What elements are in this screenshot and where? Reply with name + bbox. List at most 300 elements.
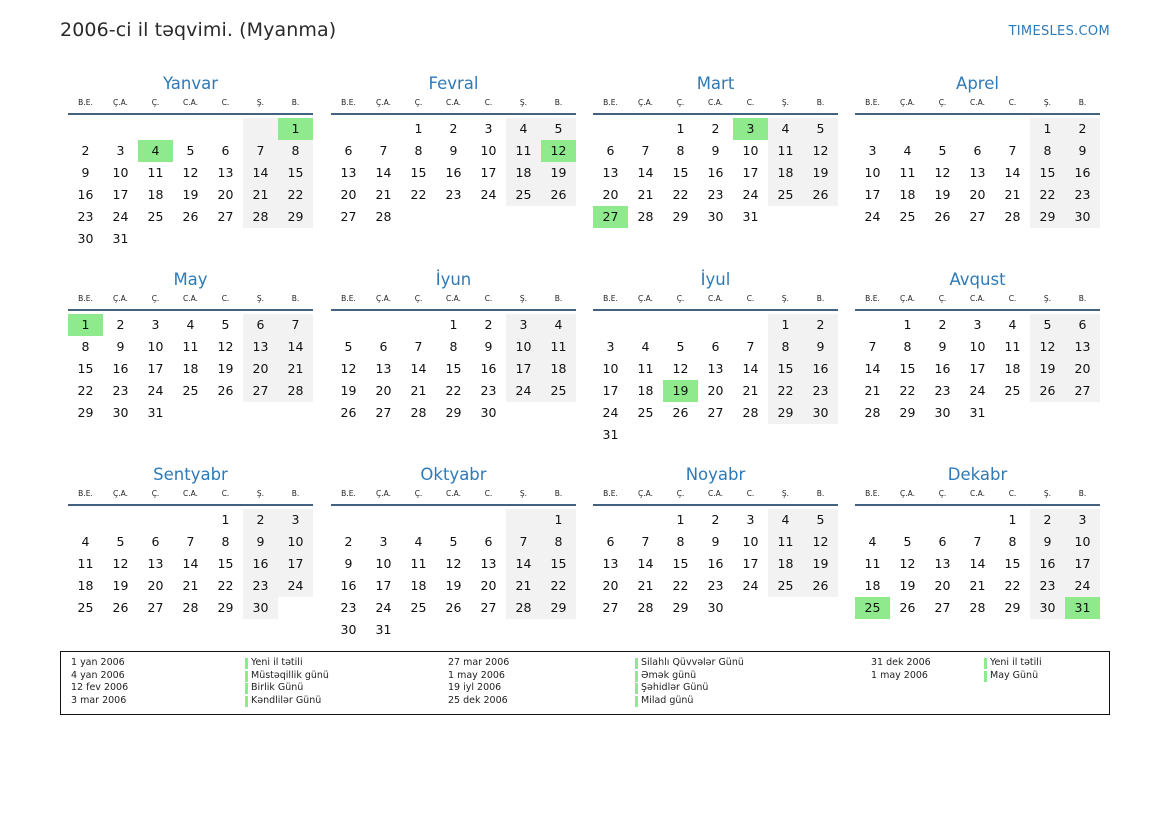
day-grid: [68, 118, 313, 250]
day-cell: 9: [344, 556, 353, 571]
weekday-label: Ç.: [414, 98, 423, 107]
day-cell: 7: [868, 339, 877, 354]
day-cell: 4: [768, 118, 803, 140]
day-cell: 16: [445, 165, 462, 180]
weekday-label: C.: [221, 98, 230, 107]
day-cell: 16: [340, 578, 357, 593]
weekday-label: B.: [291, 489, 300, 498]
weekday-label: B.E.: [603, 98, 618, 107]
day-cell: 27: [934, 600, 951, 615]
day-cell: 19: [445, 578, 462, 593]
day-cell: 9: [449, 143, 458, 158]
empty-cell: [593, 314, 628, 336]
day-cell: 2: [484, 317, 493, 332]
brand-link[interactable]: TIMESLES.COM: [1008, 24, 1110, 39]
day-cell: 5: [344, 339, 353, 354]
day-cell: 19: [899, 578, 916, 593]
day-cell: 6: [344, 143, 353, 158]
day-cell: 23: [243, 575, 278, 597]
day-cell: 7: [973, 534, 982, 549]
day-cell: 7: [414, 339, 423, 354]
day-grid: [593, 118, 838, 228]
day-cell: 23: [934, 383, 951, 398]
weekday-label: Ç.: [414, 294, 423, 303]
day-cell: 2: [1065, 118, 1100, 140]
day-cell: 10: [506, 336, 541, 358]
day-cell: 6: [1065, 314, 1100, 336]
weekday-label: C.A.: [969, 489, 985, 498]
day-cell: 28: [637, 209, 654, 224]
empty-cell: [855, 118, 890, 140]
day-cell: 9: [81, 165, 90, 180]
empty-cell: [208, 118, 243, 140]
day-cell: 19: [1030, 358, 1065, 380]
empty-cell: [471, 509, 506, 531]
day-grid: [331, 118, 576, 228]
day-cell: 8: [1030, 140, 1065, 162]
day-cell: 7: [186, 534, 195, 549]
empty-cell: [173, 118, 208, 140]
day-cell: 6: [221, 143, 230, 158]
day-cell: 23: [112, 383, 129, 398]
day-cell: 12: [340, 361, 357, 376]
day-cell: 24: [969, 383, 986, 398]
weekday-label: B.: [1078, 489, 1087, 498]
day-cell: 16: [243, 553, 278, 575]
weekday-label: B.: [291, 294, 300, 303]
weekday-label: Ç.: [414, 489, 423, 498]
weekday-label: Ç.A.: [375, 294, 391, 303]
day-cell: 20: [243, 358, 278, 380]
empty-cell: [331, 118, 366, 140]
day-cell: 23: [1065, 184, 1100, 206]
day-cell: 15: [672, 556, 689, 571]
weekday-label: Ç.A.: [375, 98, 391, 107]
empty-cell: [925, 509, 960, 531]
day-cell: 18: [1004, 361, 1021, 376]
empty-cell: [436, 206, 471, 228]
day-cell: 16: [112, 361, 129, 376]
day-cell: 3: [506, 314, 541, 336]
day-cell: 5: [186, 143, 195, 158]
day-cell: 21: [375, 187, 392, 202]
legend-holiday-name: Milad günü: [635, 695, 693, 708]
day-cell: 19: [934, 187, 951, 202]
weekday-label: Ç.: [676, 294, 685, 303]
day-cell: 29: [541, 597, 576, 619]
day-cell: 8: [768, 336, 803, 358]
day-cell: 31: [112, 231, 129, 246]
day-cell: 1: [68, 314, 103, 336]
day-cell: 19: [217, 361, 234, 376]
weekday-label: C.: [484, 489, 493, 498]
day-cell: 11: [77, 556, 94, 571]
empty-cell: [401, 509, 436, 531]
day-grid: [68, 509, 313, 619]
day-cell: 12: [217, 339, 234, 354]
empty-cell: [698, 424, 733, 446]
day-cell: 14: [410, 361, 427, 376]
page-title: 2006-ci il təqvimi. (Myanma): [60, 19, 337, 41]
empty-cell: [436, 509, 471, 531]
legend-date: 3 mar 2006: [71, 694, 127, 706]
month-9: [331, 464, 576, 641]
legend-date: 27 mar 2006: [448, 657, 510, 668]
month-10: [593, 464, 838, 619]
weekday-label: B.E.: [603, 294, 618, 303]
month-name: Avqust: [949, 270, 1006, 289]
empty-cell: [768, 424, 803, 446]
day-cell: 10: [742, 143, 759, 158]
day-cell: 17: [480, 165, 497, 180]
weekday-label: C.A.: [707, 489, 723, 498]
empty-cell: [995, 402, 1030, 424]
day-cell: 22: [768, 380, 803, 402]
weekday-label: Ç.: [938, 489, 947, 498]
empty-cell: [366, 118, 401, 140]
day-cell: 12: [182, 165, 199, 180]
day-cell: 7: [379, 143, 388, 158]
day-cell: 26: [934, 209, 951, 224]
empty-cell: [733, 597, 768, 619]
day-cell: 9: [803, 336, 838, 358]
day-cell: 22: [410, 187, 427, 202]
day-cell: 2: [711, 121, 720, 136]
month-1: [331, 73, 576, 228]
day-cell: 10: [480, 143, 497, 158]
empty-cell: [506, 402, 541, 424]
weekday-label: Ç.A.: [375, 489, 391, 498]
day-cell: 7: [243, 140, 278, 162]
day-cell: 21: [506, 575, 541, 597]
day-cell: 7: [278, 314, 313, 336]
day-cell: 26: [445, 600, 462, 615]
weekday-label: B.E.: [78, 294, 93, 303]
empty-cell: [243, 118, 278, 140]
day-cell: 28: [375, 209, 392, 224]
day-cell: 27: [340, 209, 357, 224]
day-cell: 23: [1030, 575, 1065, 597]
month-0: [68, 73, 313, 250]
legend-holiday-name: Əmək günü: [635, 670, 696, 683]
weekday-label: C.: [221, 294, 230, 303]
day-cell: 28: [637, 600, 654, 615]
day-cell: 25: [410, 600, 427, 615]
day-cell: 12: [672, 361, 689, 376]
day-grid: [331, 509, 576, 641]
month-name: İyun: [435, 270, 472, 289]
day-cell: 10: [375, 556, 392, 571]
weekday-label: C.: [1008, 98, 1017, 107]
day-cell: 18: [768, 162, 803, 184]
day-cell: 1: [541, 509, 576, 531]
day-cell: 2: [1030, 509, 1065, 531]
day-cell: 24: [506, 380, 541, 402]
day-cell: 9: [938, 339, 947, 354]
weekday-label: B.: [291, 98, 300, 107]
legend-date: 12 fev 2006: [71, 682, 129, 694]
day-cell: 17: [742, 165, 759, 180]
day-cell: 1: [278, 118, 313, 140]
month-name: Yanvar: [162, 74, 219, 93]
month-name: Sentyabr: [153, 465, 228, 484]
weekday-header: [593, 292, 838, 311]
weekday-label: C.: [1008, 489, 1017, 498]
day-cell: 19: [112, 578, 129, 593]
empty-cell: [173, 402, 208, 424]
empty-cell: [960, 118, 995, 140]
day-cell: 14: [375, 165, 392, 180]
legend-date: 1 yan 2006: [71, 657, 125, 668]
day-cell: 5: [541, 118, 576, 140]
weekday-label: C.A.: [182, 489, 198, 498]
legend-date: 31 dek 2006: [871, 657, 931, 668]
day-cell: 4: [414, 534, 423, 549]
empty-cell: [243, 228, 278, 250]
day-cell: 2: [449, 121, 458, 136]
legend-date: 25 dek 2006: [448, 694, 508, 706]
day-cell: 25: [77, 600, 94, 615]
legend-holiday-name: Silahlı Qüvvələr Günü: [635, 657, 744, 670]
weekday-label: C.A.: [445, 294, 461, 303]
weekday-label: Ş.: [781, 294, 790, 303]
empty-cell: [401, 314, 436, 336]
month-name: İyul: [700, 270, 731, 289]
day-cell: 3: [151, 317, 160, 332]
legend-date: 1 may 2006: [448, 669, 505, 681]
day-cell: 22: [217, 578, 234, 593]
empty-cell: [138, 228, 173, 250]
weekday-label: Ş.: [519, 489, 528, 498]
day-cell: 29: [77, 405, 94, 420]
weekday-label: B.E.: [78, 489, 93, 498]
day-cell: 10: [864, 165, 881, 180]
day-cell: 14: [182, 556, 199, 571]
day-cell: 5: [676, 339, 685, 354]
day-cell: 27: [593, 206, 628, 228]
day-cell: 31: [969, 405, 986, 420]
day-cell: 26: [217, 383, 234, 398]
empty-cell: [803, 424, 838, 446]
day-cell: 7: [641, 534, 650, 549]
day-cell: 16: [1030, 553, 1065, 575]
day-cell: 4: [186, 317, 195, 332]
day-cell: 25: [855, 597, 890, 619]
day-cell: 14: [1004, 165, 1021, 180]
day-cell: 14: [243, 162, 278, 184]
day-cell: 17: [864, 187, 881, 202]
day-cell: 15: [899, 361, 916, 376]
day-cell: 28: [864, 405, 881, 420]
day-cell: 10: [112, 165, 129, 180]
day-cell: 15: [1004, 556, 1021, 571]
legend-holiday-name: May Günü: [984, 670, 1038, 683]
empty-cell: [68, 509, 103, 531]
month-2: [593, 73, 838, 228]
day-cell: 19: [663, 380, 698, 402]
empty-cell: [628, 314, 663, 336]
day-cell: 25: [182, 383, 199, 398]
day-cell: 17: [1065, 553, 1100, 575]
day-cell: 20: [1065, 358, 1100, 380]
day-cell: 22: [278, 184, 313, 206]
weekday-label: B.E.: [865, 489, 880, 498]
day-cell: 8: [903, 339, 912, 354]
weekday-header: [593, 96, 838, 115]
day-grid: [855, 118, 1100, 228]
empty-cell: [768, 206, 803, 228]
legend-holiday-name: Yeni il tətili: [245, 657, 303, 670]
day-cell: 28: [410, 405, 427, 420]
day-cell: 14: [506, 553, 541, 575]
legend-date: 1 may 2006: [871, 669, 928, 681]
day-cell: 23: [480, 383, 497, 398]
day-cell: 29: [899, 405, 916, 420]
day-cell: 28: [278, 380, 313, 402]
weekday-label: Ç.: [676, 98, 685, 107]
day-cell: 11: [506, 140, 541, 162]
day-cell: 16: [934, 361, 951, 376]
day-cell: 20: [480, 578, 497, 593]
day-cell: 1: [414, 121, 423, 136]
day-cell: 31: [375, 622, 392, 637]
empty-cell: [331, 509, 366, 531]
day-cell: 7: [641, 143, 650, 158]
day-cell: 11: [147, 165, 164, 180]
day-cell: 31: [1065, 597, 1100, 619]
day-cell: 10: [969, 339, 986, 354]
day-cell: 21: [969, 578, 986, 593]
month-name: Aprel: [956, 74, 999, 93]
empty-cell: [103, 509, 138, 531]
day-cell: 20: [969, 187, 986, 202]
day-cell: 9: [484, 339, 493, 354]
empty-cell: [855, 509, 890, 531]
day-cell: 27: [243, 380, 278, 402]
day-cell: 22: [899, 383, 916, 398]
day-cell: 13: [480, 556, 497, 571]
weekday-header: [855, 292, 1100, 311]
empty-cell: [278, 597, 313, 619]
day-cell: 27: [147, 600, 164, 615]
day-cell: 26: [1030, 380, 1065, 402]
day-cell: 11: [899, 165, 916, 180]
day-cell: 24: [147, 383, 164, 398]
day-cell: 25: [506, 184, 541, 206]
day-cell: 13: [1065, 336, 1100, 358]
day-cell: 13: [375, 361, 392, 376]
day-cell: 4: [81, 534, 90, 549]
weekday-label: Ş.: [256, 489, 265, 498]
day-cell: 15: [541, 553, 576, 575]
weekday-label: B.: [554, 489, 563, 498]
day-cell: 29: [672, 209, 689, 224]
day-cell: 3: [973, 317, 982, 332]
day-grid: [855, 314, 1100, 424]
day-cell: 22: [672, 578, 689, 593]
day-cell: 21: [243, 184, 278, 206]
day-cell: 25: [637, 405, 654, 420]
day-cell: 28: [506, 597, 541, 619]
day-cell: 18: [637, 383, 654, 398]
day-cell: 5: [1030, 314, 1065, 336]
day-cell: 27: [1065, 380, 1100, 402]
weekday-label: Ç.A.: [637, 489, 653, 498]
day-cell: 30: [1065, 206, 1100, 228]
day-cell: 13: [602, 556, 619, 571]
weekday-label: C.: [746, 294, 755, 303]
day-cell: 20: [147, 578, 164, 593]
day-cell: 18: [864, 578, 881, 593]
weekday-header: [593, 487, 838, 506]
day-cell: 14: [969, 556, 986, 571]
day-cell: 24: [602, 405, 619, 420]
weekday-label: C.A.: [707, 98, 723, 107]
day-cell: 29: [672, 600, 689, 615]
empty-cell: [138, 509, 173, 531]
day-cell: 3: [116, 143, 125, 158]
day-cell: 19: [803, 553, 838, 575]
weekday-label: Ç.A.: [637, 98, 653, 107]
weekday-label: Ç.: [151, 489, 160, 498]
day-cell: 27: [480, 600, 497, 615]
empty-cell: [366, 314, 401, 336]
empty-cell: [995, 118, 1030, 140]
day-cell: 2: [938, 317, 947, 332]
day-cell: 31: [602, 427, 619, 442]
empty-cell: [541, 402, 576, 424]
day-cell: 1: [449, 317, 458, 332]
day-cell: 27: [969, 209, 986, 224]
empty-cell: [1065, 402, 1100, 424]
weekday-label: C.: [1008, 294, 1017, 303]
weekday-label: C.: [221, 489, 230, 498]
weekday-label: C.A.: [445, 98, 461, 107]
day-cell: 18: [899, 187, 916, 202]
day-cell: 5: [803, 509, 838, 531]
empty-cell: [628, 509, 663, 531]
month-4: [68, 269, 313, 424]
day-cell: 14: [864, 361, 881, 376]
weekday-label: B.: [816, 294, 825, 303]
day-cell: 25: [899, 209, 916, 224]
day-cell: 24: [112, 209, 129, 224]
weekday-label: Ş.: [519, 98, 528, 107]
day-cell: 29: [278, 206, 313, 228]
day-cell: 24: [375, 600, 392, 615]
empty-cell: [593, 509, 628, 531]
day-cell: 21: [742, 383, 759, 398]
weekday-label: Ş.: [256, 98, 265, 107]
day-cell: 31: [147, 405, 164, 420]
empty-cell: [436, 619, 471, 641]
day-grid: [593, 314, 838, 446]
day-cell: 13: [707, 361, 724, 376]
day-cell: 19: [803, 162, 838, 184]
weekday-header: [331, 487, 576, 506]
weekday-label: C.A.: [969, 98, 985, 107]
day-cell: 12: [112, 556, 129, 571]
day-cell: 27: [217, 209, 234, 224]
day-cell: 13: [602, 165, 619, 180]
day-cell: 6: [606, 534, 615, 549]
empty-cell: [173, 509, 208, 531]
day-cell: 26: [541, 184, 576, 206]
day-cell: 19: [182, 187, 199, 202]
day-cell: 12: [541, 140, 576, 162]
day-cell: 21: [864, 383, 881, 398]
day-cell: 20: [375, 383, 392, 398]
